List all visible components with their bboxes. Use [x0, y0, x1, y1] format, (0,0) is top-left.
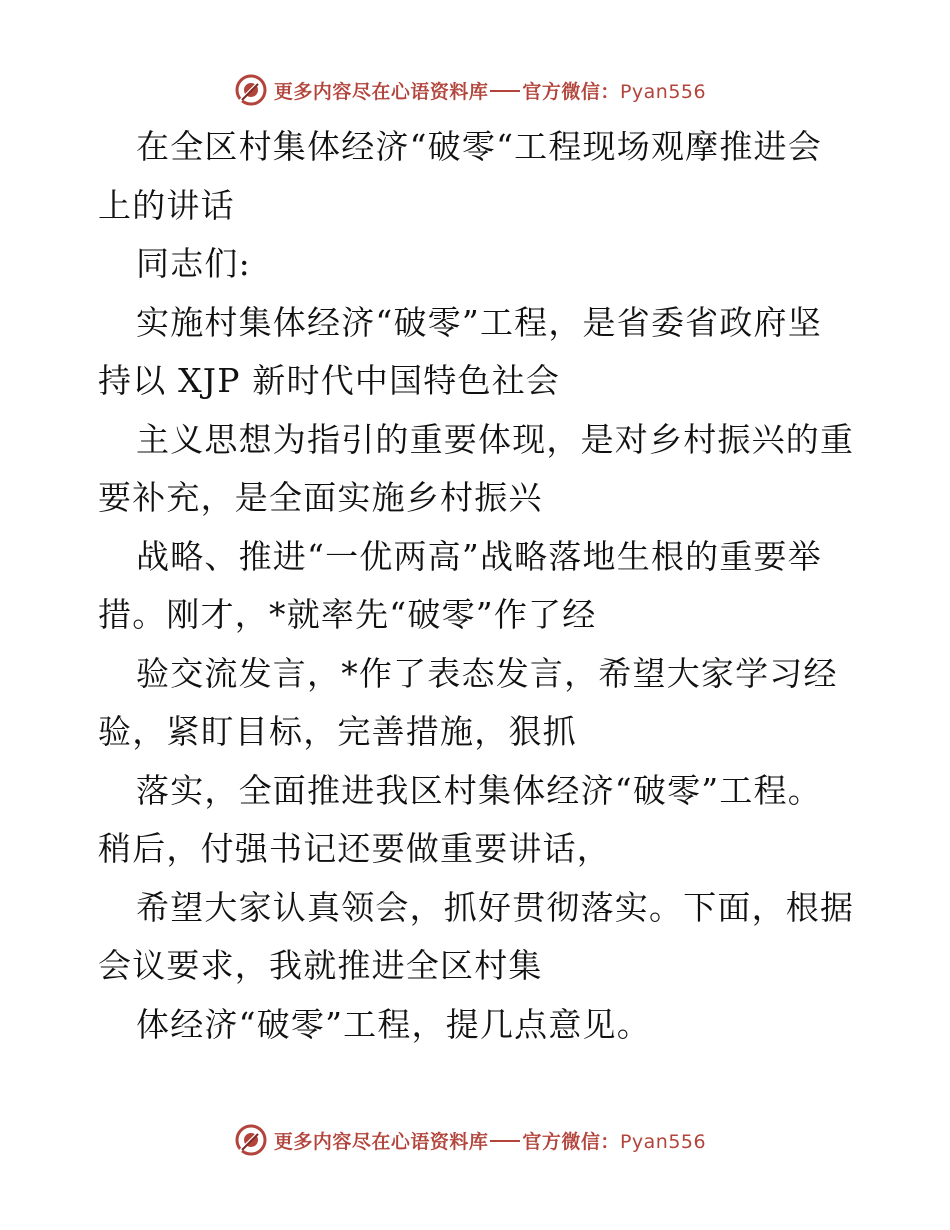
text-line: 战略、推进“一优两高”战略落地生根的重要举	[136, 536, 822, 576]
paragraph	[98, 879, 858, 996]
text-line: 要补充，是全面实施乡村振兴	[98, 478, 543, 517]
paragraph	[98, 411, 858, 528]
header-banner-cn: 更多内容尽在心语资料库	[273, 80, 489, 103]
text-line: 措。刚才，*就率先“破零”作了经	[98, 595, 597, 634]
document-title	[98, 118, 858, 235]
text-line: 验，紧盯目标，完善措施，狠抓	[98, 712, 577, 751]
text-line: 主义思想为指引的重要体现，是对乡村振兴的重	[136, 419, 855, 459]
text-line: 落实，全面推进我区村集体经济“破零”工程。	[136, 770, 822, 810]
text-line: 体经济“破零”工程，提几点意见。	[136, 1004, 651, 1044]
text-line: 实施村集体经济“破零”工程，是省委省政府坚	[136, 302, 822, 342]
text-line: 希望大家认真领会，抓好贯彻落实。下面，根据	[136, 887, 855, 927]
header-banner-inner	[234, 73, 706, 107]
footer-banner-cn: 更多内容尽在心语资料库	[273, 1130, 489, 1153]
brand-logo-icon	[234, 1123, 268, 1157]
footer-banner-inner	[234, 1123, 706, 1157]
text-line: 上的讲话	[98, 185, 235, 225]
paragraph	[98, 996, 858, 1055]
salutation	[98, 235, 858, 294]
paragraph	[98, 294, 858, 411]
footer-banner-dash	[490, 1140, 520, 1142]
text-line: 同志们:	[136, 244, 251, 283]
footer-banner-wechat: 官方微信：	[522, 1130, 620, 1153]
header-banner-text	[274, 77, 706, 104]
paragraph	[98, 762, 858, 879]
paragraph	[98, 645, 858, 762]
text-line: 稍后，付强书记还要做重要讲话，	[98, 829, 611, 868]
document-body	[98, 118, 858, 1054]
text-line: 验交流发言，*作了表态发言，希望大家学习经	[136, 653, 838, 693]
brand-logo-icon	[234, 73, 268, 107]
header-banner-id: Pyan556	[619, 80, 707, 103]
footer-banner	[0, 1118, 950, 1162]
footer-banner-text	[274, 1127, 706, 1154]
paragraph	[98, 528, 858, 645]
header-banner-wechat: 官方微信：	[522, 80, 620, 103]
header-banner-dash	[490, 90, 520, 92]
text-line: 会议要求，我就推进全区村集	[98, 946, 543, 985]
footer-banner-id: Pyan556	[619, 1130, 707, 1153]
text-line: 在全区村集体经济“破零“工程现场观摩推进会	[136, 127, 822, 166]
text-line: 持以 XJP 新时代中国特色社会	[98, 361, 561, 400]
header-banner	[0, 68, 950, 112]
